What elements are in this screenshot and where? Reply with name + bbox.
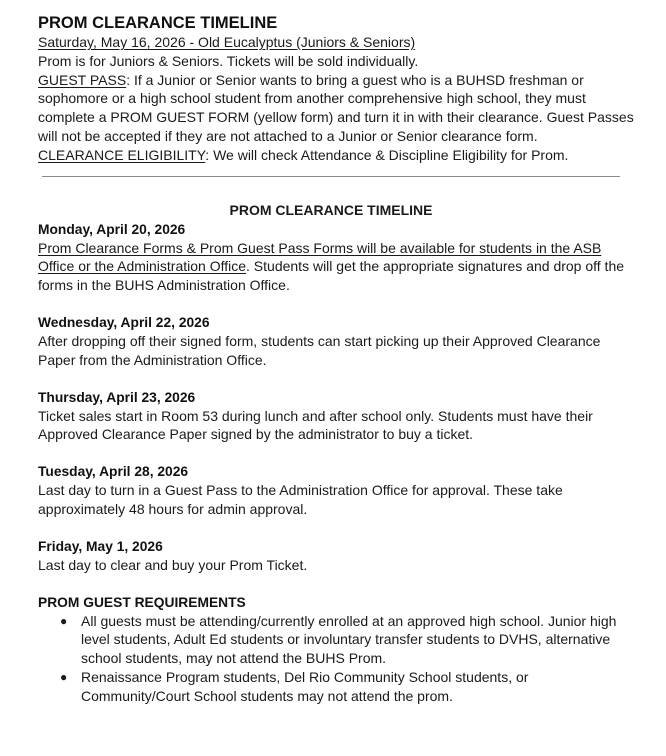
requirements-list bbox=[38, 612, 636, 706]
timeline-underlined-text: Prom Clearance Forms & Prom Guest Pass Forms will be available for students in the ASB Office or the Administration Office bbox=[38, 239, 602, 275]
timeline-text: Ticket sales start in Room 53 during lunch and after school only. Students must have their Approved Clearance Paper signed by the administrator to buy a ticket. bbox=[38, 407, 593, 443]
timeline-entry bbox=[38, 220, 636, 295]
timeline-entry bbox=[38, 313, 636, 370]
timeline-entry bbox=[38, 462, 636, 519]
guest-pass-paragraph bbox=[38, 71, 636, 146]
bullet-icon: ● bbox=[60, 669, 68, 684]
timeline-entry bbox=[38, 537, 636, 575]
eligibility-paragraph bbox=[38, 146, 636, 165]
eligibility-label: CLEARANCE ELIGIBILITY bbox=[38, 146, 206, 163]
guest-pass-text: : If a Junior or Senior wants to bring a guest who is a BUHSD freshman or sophomore or a high school student from another comprehensive high school, they must complete a PROM GUEST FORM (yellow form) and turn it in with their clearance. Guest Passes will not be accepted if they are not attached to a Junior or Senior clearance form. bbox=[38, 71, 634, 144]
timeline-heading: PROM CLEARANCE TIMELINE bbox=[229, 201, 433, 218]
timeline-text bbox=[38, 239, 636, 295]
guest-pass-label: GUEST PASS bbox=[38, 71, 127, 88]
horizontal-divider bbox=[42, 176, 620, 177]
event-date-location: Saturday, May 16, 2026 - Old Eucalyptus (Juniors & Seniors) bbox=[38, 34, 416, 50]
bullet-icon: ● bbox=[60, 613, 68, 628]
requirement-text: All guests must be attending/currently enrolled at an approved high school. Junior high level students, Adult Ed students or involuntary transfer students to DVHS, alternative school students, may not attend the BUHS Prom. bbox=[81, 612, 617, 667]
timeline-date: Thursday, April 23, 2026 bbox=[38, 389, 196, 405]
timeline-text: Last day to turn in a Guest Pass to the Administration Office for approval. These take approximately 48 hours for admin approval. bbox=[38, 482, 563, 517]
timeline-text-rest: . Students will get the appropriate signatures and drop off the forms in the BUHS Administration Office. bbox=[38, 258, 625, 294]
eligibility-text: : We will check Attendance & Discipline Eligibility for Prom. bbox=[205, 146, 569, 163]
timeline-date: Monday, April 20, 2026 bbox=[38, 221, 186, 237]
timeline-entry bbox=[38, 388, 636, 445]
list-item bbox=[60, 668, 636, 706]
list-item bbox=[60, 612, 636, 668]
requirements-heading: PROM GUEST REQUIREMENTS bbox=[38, 594, 246, 610]
event-line bbox=[38, 33, 636, 52]
timeline-date: Friday, May 1, 2026 bbox=[38, 538, 163, 554]
timeline-date: Tuesday, April 28, 2026 bbox=[38, 464, 189, 480]
document-title: PROM CLEARANCE TIMELINE bbox=[38, 14, 278, 32]
requirement-text: Renaissance Program students, Del Rio Community School students, or Community/Court School students may not attend the prom. bbox=[81, 668, 529, 704]
timeline-date: Wednesday, April 22, 2026 bbox=[38, 314, 210, 330]
timeline-text: After dropping off their signed form, students can start picking up their Approved Clearance Paper from the Administration Office. bbox=[38, 332, 601, 368]
timeline-text: Last day to clear and buy your Prom Ticket. bbox=[38, 556, 308, 573]
intro-text: Prom is for Juniors & Seniors. Tickets will be sold individually. bbox=[38, 52, 419, 69]
